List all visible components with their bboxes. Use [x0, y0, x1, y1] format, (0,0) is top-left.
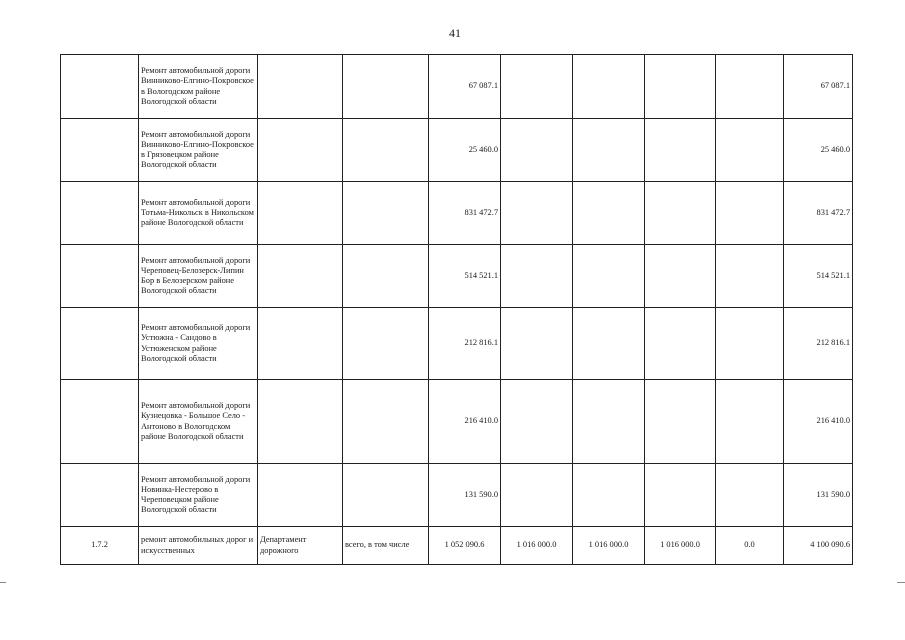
- empty-cell: [573, 464, 645, 527]
- page-number: 41: [449, 26, 461, 40]
- executor-cell: Департамент дорожного: [258, 527, 343, 565]
- empty-cell: [716, 308, 784, 380]
- empty-cell: [645, 182, 716, 245]
- code-cell: [61, 245, 139, 308]
- amount-cell: 831 472.7: [429, 182, 501, 245]
- total-cell: 25 460.0: [784, 119, 853, 182]
- empty-cell: [716, 119, 784, 182]
- value-cell: 1 052 090.6: [429, 527, 501, 565]
- executor-cell: [258, 464, 343, 527]
- table-row: [61, 119, 853, 182]
- empty-cell: [573, 182, 645, 245]
- code-cell: [61, 119, 139, 182]
- empty-cell: [645, 55, 716, 119]
- table-row: [61, 245, 853, 308]
- description-cell: Ремонт автомобильной дороги Винниково-Елгино-Покровское в Вологодском районе Вологодской области: [139, 55, 258, 119]
- scan-edge-mark: [897, 582, 905, 583]
- empty-cell: [501, 380, 573, 464]
- empty-cell: [716, 380, 784, 464]
- value-cell: 1 016 000.0: [645, 527, 716, 565]
- empty-cell: [501, 308, 573, 380]
- budget-table: [60, 54, 853, 565]
- amount-cell: 131 590.0: [429, 464, 501, 527]
- empty-cell: [573, 245, 645, 308]
- description-cell: ремонт автомобильных дорог и искусственных: [139, 527, 258, 565]
- source-cell: всего, в том числе: [343, 527, 429, 565]
- total-cell: 216 410.0: [784, 380, 853, 464]
- total-cell: 514 521.1: [784, 245, 853, 308]
- table-row: [61, 308, 853, 380]
- empty-cell: [645, 245, 716, 308]
- source-cell: [343, 182, 429, 245]
- value-cell: 1 016 000.0: [501, 527, 573, 565]
- amount-cell: 212 816.1: [429, 308, 501, 380]
- empty-cell: [501, 182, 573, 245]
- source-cell: [343, 308, 429, 380]
- description-cell: Ремонт автомобильной дороги Тотьма-Никольск в Никольском районе Вологодской области: [139, 182, 258, 245]
- description-cell: Ремонт автомобильной дороги Кузнецовка - Большое Село - Антоново в Вологодском районе Вологодской области: [139, 380, 258, 464]
- empty-cell: [501, 464, 573, 527]
- code-cell: [61, 182, 139, 245]
- empty-cell: [716, 55, 784, 119]
- code-cell: [61, 55, 139, 119]
- empty-cell: [645, 464, 716, 527]
- table-row: [61, 464, 853, 527]
- empty-cell: [501, 119, 573, 182]
- total-cell: 831 472.7: [784, 182, 853, 245]
- empty-cell: [645, 308, 716, 380]
- source-cell: [343, 55, 429, 119]
- source-cell: [343, 464, 429, 527]
- executor-cell: [258, 119, 343, 182]
- table-row: [61, 380, 853, 464]
- description-cell: Ремонт автомобильной дороги Устюжна - Сандово в Устюженском районе Вологодской области: [139, 308, 258, 380]
- description-cell: Ремонт автомобильной дороги Новинка-Нестерово в Череповецком районе Вологодской области: [139, 464, 258, 527]
- executor-cell: [258, 55, 343, 119]
- empty-cell: [645, 380, 716, 464]
- empty-cell: [573, 55, 645, 119]
- code-cell: [61, 464, 139, 527]
- total-cell: 67 087.1: [784, 55, 853, 119]
- executor-cell: [258, 380, 343, 464]
- source-cell: [343, 245, 429, 308]
- amount-cell: 514 521.1: [429, 245, 501, 308]
- executor-cell: [258, 245, 343, 308]
- empty-cell: [716, 464, 784, 527]
- table-row: [61, 527, 853, 565]
- amount-cell: 216 410.0: [429, 380, 501, 464]
- table-row: [61, 55, 853, 119]
- amount-cell: 67 087.1: [429, 55, 501, 119]
- total-cell: 4 100 090.6: [784, 527, 853, 565]
- empty-cell: [716, 182, 784, 245]
- code-cell: 1.7.2: [61, 527, 139, 565]
- empty-cell: [573, 308, 645, 380]
- empty-cell: [716, 245, 784, 308]
- code-cell: [61, 308, 139, 380]
- scan-edge-mark: [0, 582, 6, 583]
- empty-cell: [501, 245, 573, 308]
- description-cell: Ремонт автомобильной дороги Череповец-Белозерск-Липин Бор в Белозерском районе Вологодской области: [139, 245, 258, 308]
- source-cell: [343, 119, 429, 182]
- table-row: [61, 182, 853, 245]
- value-cell: 1 016 000.0: [573, 527, 645, 565]
- executor-cell: [258, 182, 343, 245]
- amount-cell: 25 460.0: [429, 119, 501, 182]
- empty-cell: [645, 119, 716, 182]
- total-cell: 131 590.0: [784, 464, 853, 527]
- empty-cell: [573, 119, 645, 182]
- executor-cell: [258, 308, 343, 380]
- value-cell: 0.0: [716, 527, 784, 565]
- source-cell: [343, 380, 429, 464]
- code-cell: [61, 380, 139, 464]
- empty-cell: [573, 380, 645, 464]
- total-cell: 212 816.1: [784, 308, 853, 380]
- description-cell: Ремонт автомобильной дороги Винниково-Елгино-Покровское в Грязовецком районе Вологодской области: [139, 119, 258, 182]
- empty-cell: [501, 55, 573, 119]
